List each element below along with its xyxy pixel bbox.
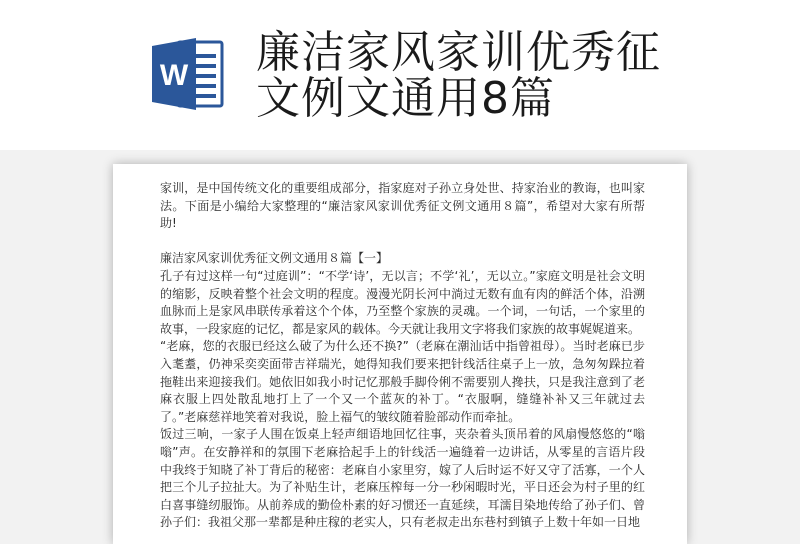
word-icon-letter: W (159, 59, 189, 92)
document-body (160, 180, 645, 532)
document-preview (113, 164, 687, 544)
title-line-2: 文例文通用8篇 (256, 73, 555, 124)
word-document-icon (148, 34, 228, 114)
body-paragraph: 孔子有过这样一句“过庭训”：“不学‘诗’，无以言；不学‘礼’，无以立。”家庭文明是社会文明的缩影，反映着整个社会文明的程度。漫漫光阴长河中淌过无数有血有肉的鲜活个体，沿溯血脉而上是家风串联传承着这个个体，乃至整个家族的灵魂。一个词，一句话，一个家里的故事，一段家庭的记忆，都是家风的载体。今天就让我用文字将我们家族的故事娓娓道来。 (160, 268, 645, 336)
body-paragraph: “老麻，您的衣服已经这么破了为什么还不换?”（老麻在潮汕话中指曾祖母）。当时老麻已步入耄耋，仍神采奕奕面带吉祥瑞光，她得知我们要来把针线活往桌子上一放，急匆匆跺拉着拖鞋出来迎接我们。她依旧如我小时记忆那般手脚伶俐不需要别人搀扶，只是我注意到了老麻衣服上四处散乱地打上了一个又一个蓝灰的补丁。“衣服啊，缝缝补补又三年就过去了。”老麻慈祥地笑着对我说，脸上福气的皱纹随着脸部动作而牵扯。 (160, 339, 645, 424)
section-heading: 廉洁家风家训优秀征文例文通用８篇【一】 (160, 251, 389, 266)
header-banner (0, 0, 800, 150)
body-paragraph: 饭过三响，一家子人围在饭桌上轻声细语地回忆往事，夹杂着头顶吊着的风扇慢悠悠的“嗡嗡”声。在安静祥和的氛围下老麻拾起手上的针线活一遍缝着一边讲话，从零星的言语片段中我终于知晓了补丁背后的秘密：老麻自小家里穷，嫁了人后时运不好又守了活寡，一个人把三个儿子拉扯大。为了补贴生计，老麻压榨每一分一秒闲暇时光，平日还会为村子里的红白喜事缝纫服饰。从前养成的勤俭朴素的好习惯还一直延续，耳濡目染地传给了孙子们、曾孙子们：我祖父那一辈都是种庄稼的老实人，只有老叔走出东巷村到镇子上数十年如一日地 (160, 427, 645, 530)
intro-paragraph: 家训，是中国传统文化的重要组成部分，指家庭对子孙立身处世、持家治业的教诲，也叫家法。下面是小编给大家整理的“廉洁家风家训优秀征文例文通用８篇”，希望对大家有所帮助! (160, 181, 645, 231)
page-title (256, 27, 776, 124)
title-line-1: 廉洁家风家训优秀征 (256, 27, 661, 78)
paragraph-gap (160, 233, 645, 251)
